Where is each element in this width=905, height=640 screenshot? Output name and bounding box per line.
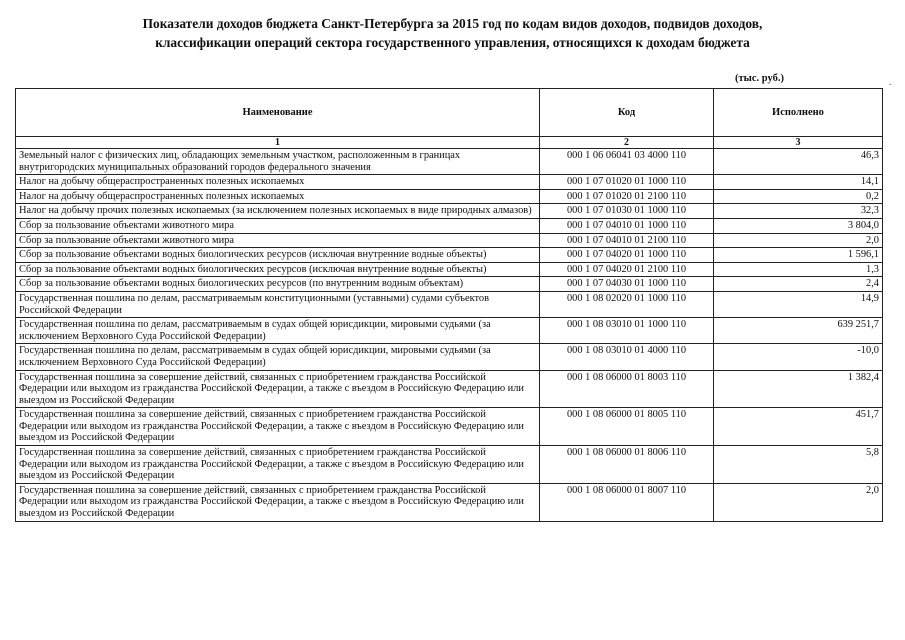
row-name-cell: Государственная пошлина за совершение действий, связанных с приобретением гражданства Российской Федерации или выходом из гражданства Российской Федерации, а также с въездом в Российскую Федерацию или выездом из Российской Федерации [16,483,540,521]
row-code-cell: 000 1 07 04030 01 1000 110 [540,277,714,292]
row-name-cell: Налог на добычу прочих полезных ископаемых (за исключением полезных ископаемых в виде природных алмазов) [16,204,540,219]
row-value-cell: 14,9 [714,291,883,317]
row-name-cell: Налог на добычу общераспространенных полезных ископаемых [16,189,540,204]
row-code-cell: 000 1 08 02020 01 1000 110 [540,291,714,317]
row-code-cell: 000 1 08 03010 01 4000 110 [540,344,714,370]
row-name-cell: Земельный налог с физических лиц, обладающих земельным участком, расположенным в границах внутригородских муниципальных образований городов федерального значения [16,149,540,175]
row-value-cell: 2,0 [714,483,883,521]
row-value-cell: -10,0 [714,344,883,370]
row-code-cell: 000 1 06 06041 03 4000 110 [540,149,714,175]
scan-dot: . [889,77,892,88]
table-row [16,233,883,248]
row-name-cell: Государственная пошлина по делам, рассматриваемым в судах общей юрисдикции, мировыми судьями (за исключением Верховного Суда Российской Федерации) [16,344,540,370]
column-number-row [16,137,883,149]
table-row [16,204,883,219]
header-row [16,89,883,137]
row-value-cell: 46,3 [714,149,883,175]
row-code-cell: 000 1 08 06000 01 8006 110 [540,446,714,484]
table-row [16,262,883,277]
table-row [16,149,883,175]
row-code-cell: 000 1 07 04020 01 2100 110 [540,262,714,277]
table-row [16,291,883,317]
row-value-cell: 14,1 [714,175,883,190]
row-name-cell: Сбор за пользование объектами водных биологических ресурсов (по внутренним водным объектам) [16,277,540,292]
row-value-cell: 1 596,1 [714,248,883,263]
row-name-cell: Государственная пошлина за совершение действий, связанных с приобретением гражданства Российской Федерации или выходом из гражданства Российской Федерации, а также с въездом в Российскую Федерацию или выездом из Российской Федерации [16,408,540,446]
header-executed: Исполнено [714,89,883,137]
row-name-cell: Сбор за пользование объектами водных биологических ресурсов (исключая внутренние водные объекты) [16,262,540,277]
header-name: Наименование [16,89,540,137]
row-name-cell: Государственная пошлина по делам, рассматриваемым конституционными (уставными) судами субъектов Российской Федерации [16,291,540,317]
row-value-cell: 1,3 [714,262,883,277]
row-name-cell: Сбор за пользование объектами животного мира [16,218,540,233]
row-value-cell: 451,7 [714,408,883,446]
row-value-cell: 32,3 [714,204,883,219]
row-name-cell: Государственная пошлина за совершение действий, связанных с приобретением гражданства Российской Федерации или выходом из гражданства Российской Федерации, а также с въездом в Российскую Федерацию или выездом из Российской Федерации [16,446,540,484]
row-code-cell: 000 1 07 01020 01 1000 110 [540,175,714,190]
row-code-cell: 000 1 07 04010 01 2100 110 [540,233,714,248]
row-value-cell: 0,2 [714,189,883,204]
document-title [0,14,905,52]
row-code-cell: 000 1 08 06000 01 8007 110 [540,483,714,521]
row-value-cell: 2,0 [714,233,883,248]
row-name-cell: Государственная пошлина по делам, рассматриваемым в судах общей юрисдикции, мировыми судьями (за исключением Верховного Суда Российской Федерации) [16,318,540,344]
table-row [16,189,883,204]
table-row [16,175,883,190]
table-row [16,218,883,233]
table-row [16,318,883,344]
table-row [16,408,883,446]
table-row [16,370,883,408]
row-code-cell: 000 1 07 04020 01 1000 110 [540,248,714,263]
row-name-cell: Государственная пошлина за совершение действий, связанных с приобретением гражданства Российской Федерации или выходом из гражданства Российской Федерации, а также с въездом в Российскую Федерацию или выездом из Российской Федерации [16,370,540,408]
table-row [16,248,883,263]
row-name-cell: Налог на добычу общераспространенных полезных ископаемых [16,175,540,190]
row-code-cell: 000 1 07 01030 01 1000 110 [540,204,714,219]
row-code-cell: 000 1 08 03010 01 1000 110 [540,318,714,344]
title-line-2: классификации операций сектора государственного управления, относящихся к доходам бюджета [155,35,750,50]
row-code-cell: 000 1 08 06000 01 8003 110 [540,370,714,408]
title-line-1: Показатели доходов бюджета Санкт-Петербурга за 2015 год по кодам видов доходов, подвидов доходов, [142,16,763,31]
column-number-2: 2 [540,137,714,149]
row-value-cell: 3 804,0 [714,218,883,233]
row-value-cell: 639 251,7 [714,318,883,344]
row-value-cell: 5,8 [714,446,883,484]
table-row [16,446,883,484]
column-number-1: 1 [16,137,540,149]
row-value-cell: 1 382,4 [714,370,883,408]
row-name-cell: Сбор за пользование объектами животного мира [16,233,540,248]
row-code-cell: 000 1 08 06000 01 8005 110 [540,408,714,446]
revenue-table [15,88,883,522]
column-number-3: 3 [714,137,883,149]
table-row [16,277,883,292]
table-row [16,483,883,521]
row-code-cell: 000 1 07 01020 01 2100 110 [540,189,714,204]
header-code: Код [540,89,714,137]
table-row [16,344,883,370]
row-code-cell: 000 1 07 04010 01 1000 110 [540,218,714,233]
row-value-cell: 2,4 [714,277,883,292]
row-name-cell: Сбор за пользование объектами водных биологических ресурсов (исключая внутренние водные объекты) [16,248,540,263]
units-label: (тыс. руб.) [735,73,784,84]
